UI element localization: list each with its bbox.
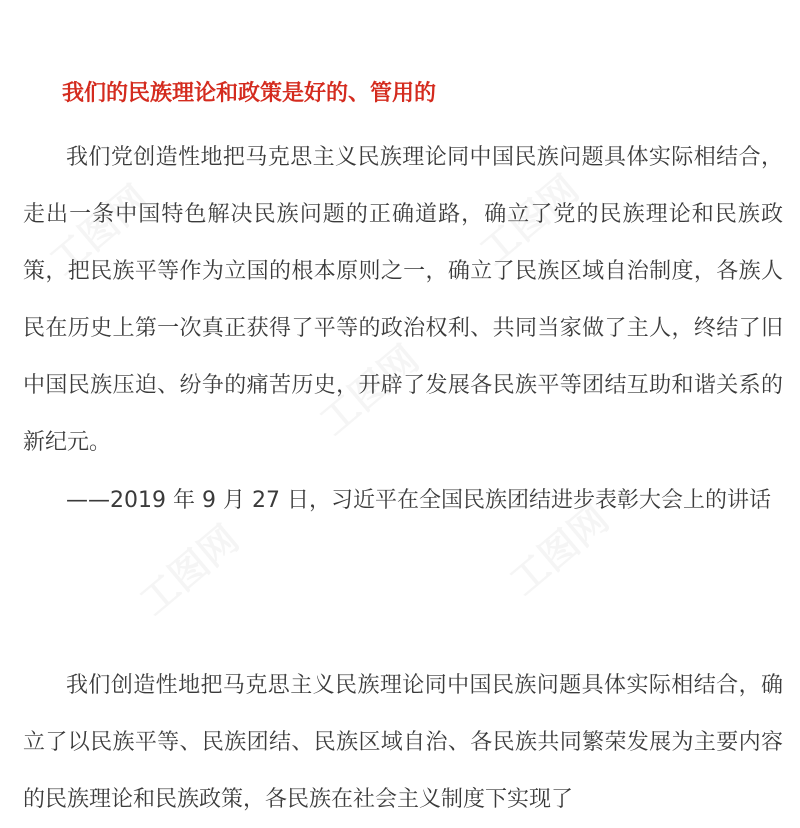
watermark: 工图网 (131, 516, 248, 624)
paragraph-attribution: ——2019 年 9 月 27 日，习近平在全国民族团结进步表彰大会上的讲话 (66, 488, 771, 513)
paragraph-quote-1: 我们党创造性地把马克思主义民族理论同中国民族问题具体实际相结合，走出一条中国特色解决民族问题的正确道路，确立了党的民族理论和民族政策，把民族平等作为立国的根本原则之一，确立了民族区域自治制度，各族人民在历史上第一次真正获得了平等的政治权利、共同当家做了主人，终结了旧中国民族压迫、纷争的痛苦历史，开辟了发展各民族平等团结互助和谐关系的新纪元。 (23, 145, 783, 455)
watermark: 工图网 (311, 336, 428, 444)
watermark: 工图网 (471, 166, 588, 274)
watermark: 工图网 (41, 176, 158, 284)
section-heading: 我们的民族理论和政策是好的、管用的 (62, 81, 437, 106)
paragraph-quote-2: 我们创造性地把马克思主义民族理论同中国民族问题具体实际相结合，确立了以民族平等、民族团结、民族区域自治、各民族共同繁荣发展为主要内容的民族理论和民族政策，各民族在社会主义制度下实现了 (23, 673, 783, 812)
watermark: 工图网 (501, 496, 618, 604)
